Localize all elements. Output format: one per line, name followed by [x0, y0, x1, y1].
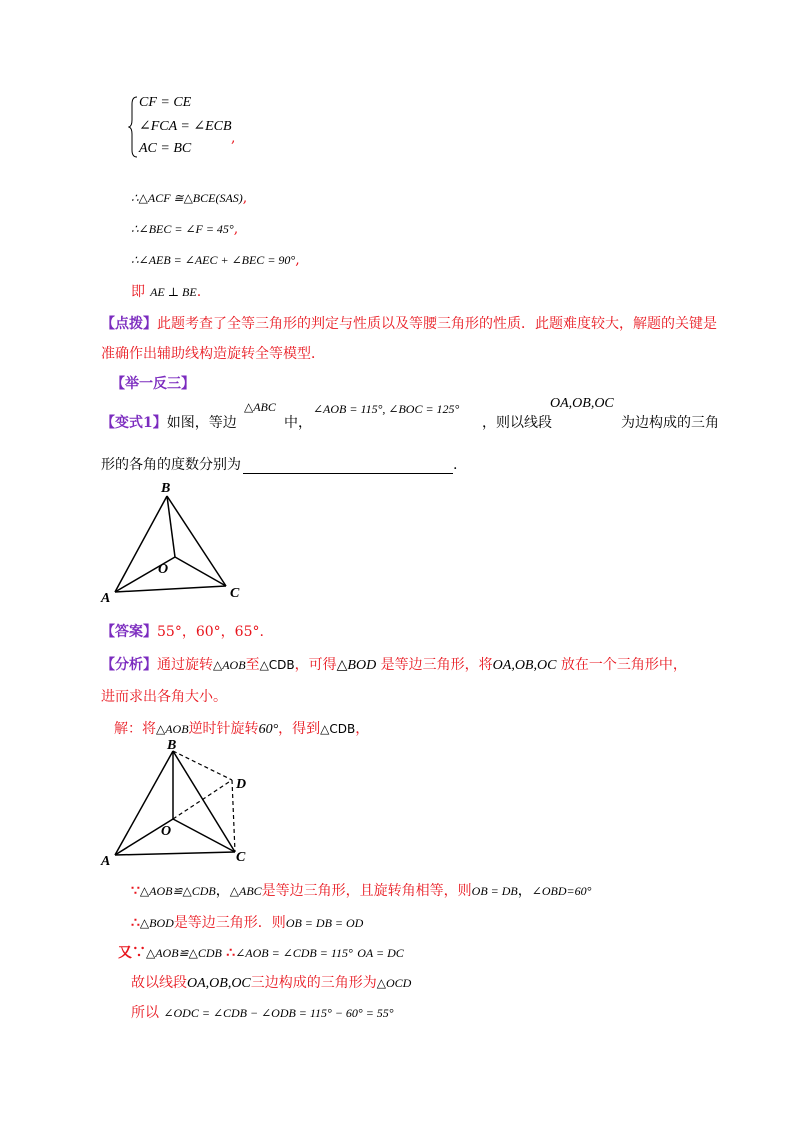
proof-1-math-1: △AOB≌△CDB: [139, 884, 216, 898]
analysis-math-3: △BOD: [336, 658, 377, 673]
proof-4-math-2: △OCD: [376, 976, 412, 990]
therefore-symbol-1: ∴: [131, 915, 140, 931]
system-line-2: ∠FCA = ∠ECB: [139, 119, 232, 134]
variant-line-2: [101, 454, 457, 474]
step-3: [131, 249, 300, 268]
step-1-tail: ,: [242, 190, 248, 206]
step-3-math: ∴∠AEB = ∠AEC + ∠BEC = 90°: [131, 253, 296, 267]
answer-value-3: 65°: [234, 624, 260, 640]
answer-sep-1: ，: [181, 624, 196, 640]
step-1: [131, 187, 247, 206]
variant-text-2: 中，: [284, 415, 312, 431]
therefore-symbol-2: ∴: [226, 945, 236, 961]
answer-line: [101, 621, 264, 641]
variant-math-segments: OA,OB,OC: [550, 396, 614, 411]
proof-1-sep: ，: [215, 883, 230, 899]
tip-line-1: [101, 313, 717, 333]
fig2-label-d: D: [236, 777, 247, 792]
system-comma: ,: [231, 130, 236, 146]
variant-text-4: 为边构成的三角: [621, 415, 719, 431]
variant-tag-label: 【变式1】: [101, 415, 167, 431]
proof-1-math-3: OB = DB: [471, 884, 518, 898]
analysis-math-2: △CDB: [259, 658, 295, 672]
proof-2-math-1: △BOD: [139, 916, 174, 930]
figure-triangle-1: [95, 476, 255, 608]
proof-1-sep-2: ，: [517, 883, 532, 899]
answer-end: .: [259, 624, 264, 640]
variant-text-1: 如图，等边: [166, 415, 237, 431]
proof-5-text: 所以: [131, 1005, 159, 1021]
proof-2-math-2: OB = DB = OD: [285, 916, 364, 930]
fig1-label-b: B: [161, 481, 171, 496]
proof-4-text-1: 故以线段: [131, 975, 187, 991]
proof-line-2: [131, 912, 363, 932]
answer-sep-2: ，: [220, 624, 235, 640]
proof-1-math-4: ∠OBD=60°: [531, 884, 592, 898]
solution-math-1: △AOB: [156, 722, 189, 736]
fig1-edge-oc: [175, 557, 226, 586]
proof-line-4: [131, 972, 411, 992]
proof-4-math-1: OA,OB,OC: [187, 976, 251, 991]
analysis-math-1: △AOB: [213, 658, 246, 672]
figure-triangle-2: [95, 735, 265, 870]
solution-math-3: △CDB: [320, 722, 356, 736]
proof-line-1: [131, 880, 591, 900]
analysis-line-1: [101, 654, 687, 674]
variant-math-angles: ∠AOB = 115°, ∠BOC = 125°: [313, 402, 460, 416]
again-because: 又∵: [118, 945, 146, 961]
analysis-math-4: OA,OB,OC: [492, 658, 557, 673]
system-line-1: CF = CE: [139, 95, 192, 110]
analysis-text-1: 通过旋转: [157, 657, 213, 673]
step-3-tail: ,: [295, 252, 300, 268]
tip-tag: 【点拨】: [101, 316, 157, 332]
system-brace: [128, 96, 138, 158]
solution-text-1: 解：将: [114, 721, 156, 737]
step-4-math: AE ⊥ BE: [150, 285, 197, 299]
answer-tag: 【答案】: [101, 624, 157, 640]
answer-value-2: 60°: [195, 624, 221, 640]
variant-tag: [101, 412, 237, 432]
step-4-tail: .: [196, 284, 202, 300]
analysis-text-2: 至: [245, 657, 260, 673]
solution-math-2: 60°: [258, 722, 279, 737]
solution-text-2: 逆时针旋转: [188, 721, 259, 737]
proof-3-math-3: OA = DC: [357, 946, 404, 960]
because-symbol-1: ∵: [131, 883, 140, 899]
proof-line-5: [131, 1002, 394, 1022]
step-4: [131, 281, 201, 301]
variant-line-2-text: 形的各角的度数分别为: [101, 457, 241, 473]
fig2-label-b: B: [167, 738, 177, 753]
proof-5-math: ∠ODC = ∠CDB − ∠ODB = 115° − 60° = 55°: [163, 1006, 394, 1020]
solution-text-3: ，得到: [278, 721, 321, 737]
system-line-3: AC = BC: [139, 141, 192, 156]
analysis-text-5: 放在一个三角形中，: [560, 657, 687, 673]
proof-4-text-2: 三边构成的三角形为: [250, 975, 377, 991]
proof-line-3: [118, 942, 404, 962]
step-2: [131, 218, 238, 237]
fig1-label-a: A: [101, 591, 111, 606]
proof-3-math-1: △AOB≌△CDB: [146, 946, 222, 960]
fig2-label-a: A: [101, 854, 111, 869]
analysis-tag: 【分析】: [101, 657, 157, 673]
analysis-line-2: 进而求出各角大小。: [101, 689, 227, 705]
fig2-edge-ac: [115, 852, 235, 855]
variant-line-2-end: .: [453, 457, 458, 473]
tip-text-1: 此题考查了全等三角形的判定与性质以及等腰三角形的性质．此题难度较大，解题的关键是: [157, 316, 717, 332]
fig2-label-o: O: [161, 824, 172, 839]
variant-text-3: ，则以线段: [482, 415, 552, 431]
fig2-edge-cd: [232, 780, 235, 852]
fig1-label-c: C: [230, 586, 240, 601]
answer-value-1: 55°: [157, 624, 182, 640]
solution-text-4: ，: [355, 721, 370, 737]
step-1-math: ∴△ACF ≅△BCE(SAS): [131, 191, 243, 205]
fig1-edge-ac: [115, 586, 226, 592]
fig2-edge-ab: [115, 751, 173, 855]
proof-3-math-2: ∠AOB = ∠CDB = 115°: [235, 946, 353, 960]
variant-math-abc: △ABC: [244, 400, 276, 414]
fig1-edge-bc: [167, 496, 226, 586]
step-2-math: ∴∠BEC = ∠F = 45°: [131, 222, 234, 236]
fig1-label-o: O: [158, 562, 169, 577]
fig2-edge-od: [173, 780, 232, 819]
answer-blank: [243, 459, 453, 474]
step-4-prefix: 即: [131, 284, 145, 300]
section-title: 【举一反三】: [111, 376, 195, 392]
proof-2-text: 是等边三角形．则: [173, 915, 286, 931]
analysis-text-4: 是等边三角形，将: [380, 657, 493, 673]
step-2-tail: ,: [233, 221, 239, 237]
fig2-label-c: C: [236, 850, 246, 865]
proof-1-text: 是等边三角形，且旋转角相等，则: [261, 883, 472, 899]
fig2-edge-bc: [173, 751, 235, 852]
tip-text-2: 准确作出辅助线构造旋转全等模型．: [101, 346, 325, 362]
proof-1-math-2: △ABC: [229, 884, 262, 898]
analysis-text-3: ，可得: [294, 657, 337, 673]
